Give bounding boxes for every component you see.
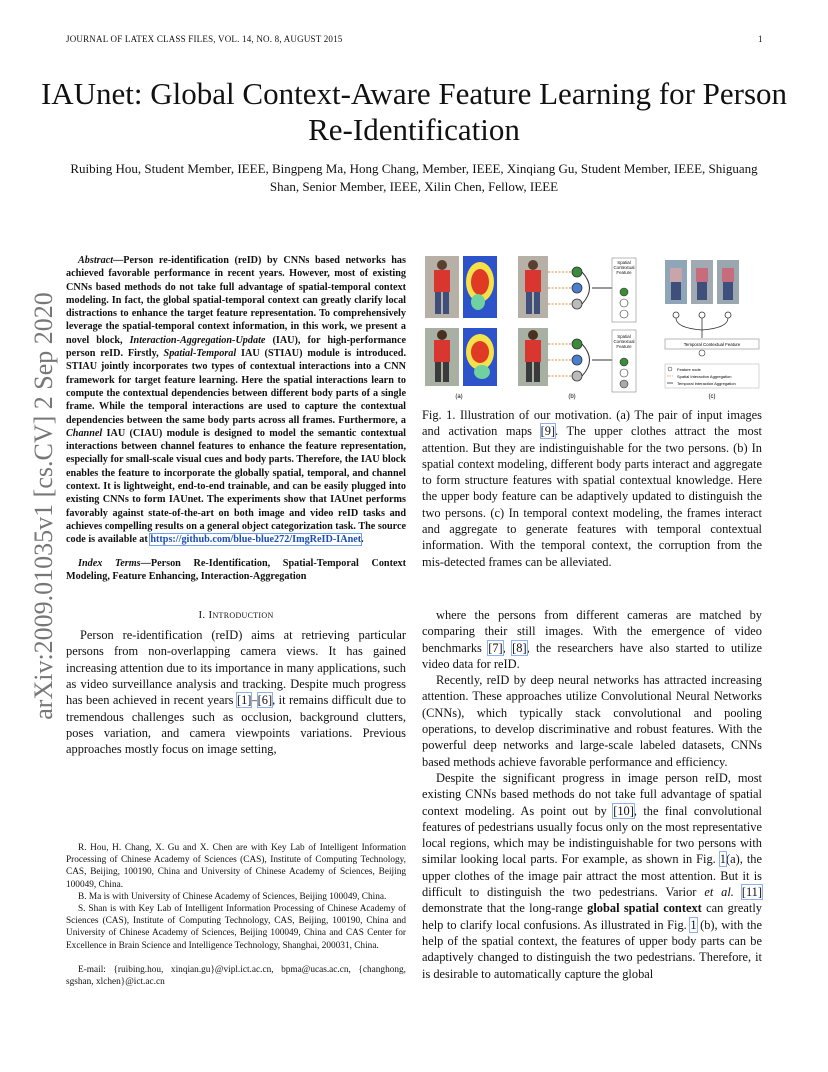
paragraph	[422, 607, 762, 672]
legend-temporal: Temporal Interaction Aggregation	[677, 381, 736, 386]
paragraph-text: (b), with the help of the spatial context, the features of upper body parts can be adaptively changed to distinguish the two pedestrians. Therefore, it is desirable to automatically capture the global	[422, 917, 762, 981]
caption-text: . The upper clothes attract the most attention. But they are indistinguishable for the two persons. (b) In spatial context modeling, different body parts interact and aggregate to form structure features with spatial contextual knowledge. Here the upper body feature can be adaptively updated to distinguish the two persons. (c) In temporal context modeling, the frames interact and aggregate to generate features with temporal contextual information. With the temporal context, the corruption from the mis-detected frames can be alleviated.	[422, 424, 762, 569]
paragraph-text: (a), the upper clothes of the image pair attract the most attention. But it is difficult to distinguish the two pedestrians. Varior	[422, 852, 762, 900]
section-number: I.	[198, 609, 206, 622]
spatial-feature-label-2: Spatial Contextual Feature	[613, 334, 635, 349]
space	[734, 885, 742, 899]
author-list: Ruibing Hou, Student Member, IEEE, Bingpeng Ma, Hong Chang, Member, IEEE, Xinqiang Gu, Student Member, IEEE, Shiguang Shan, Senior Member, IEEE, Xilin Chen, Fellow, IEEE	[70, 161, 758, 194]
intro-paragraph	[66, 627, 406, 757]
paragraph	[422, 770, 762, 982]
abstract-iau-name: Interaction-Aggregation-Update	[129, 334, 266, 346]
panel-a-label: (a)	[455, 394, 463, 400]
figure-ref-link[interactable]: 1	[690, 917, 697, 932]
paragraph-text: demonstrate that the long-range	[422, 901, 588, 916]
intro-text: , it remains difficult due to tremendous challenges such as occlusion, background clutters, poses variation, and camera viewpoints variations. Previous approaches mostly focus on image setting,	[66, 693, 406, 757]
paragraph: Recently, reID by deep neural networks has attracted increasing attention. These approaches utilize Convolutional Neural Networks (CNNs), which typically stack convolutional and pooling operations, to develop discriminative and robust features. With the powerful deep networks and large-scale labeled datasets, CNNs based methods achieve favorable performance and efficiency.	[422, 673, 762, 769]
abstract-channel-name: Channel	[66, 427, 103, 439]
index-terms	[66, 557, 406, 584]
legend-spatial: Spatial Interaction Aggregation	[677, 374, 732, 379]
footnote-affiliation: R. Hou, H. Chang, X. Gu and X. Chen are with Key Lab of Intelligent Information Processing of Chinese Academy of Sciences (CAS), Institute of Computing Technology, CAS, Beijing, 100190, China and University of Chinese Academy of Sciences, Beijing 100049, China.	[66, 843, 406, 890]
left-column	[66, 254, 406, 758]
footnote-affiliation: S. Shan is with Key Lab of Intelligent Information Processing of Chinese Academy of Sciences (CAS), Institute of Computing Technology, CAS, Beijing, 100190, China and University of Chinese Academy of Sciences, Beijing 100049, China and CAS Center for Excellence in Brain Science and Intelligence Technology, Shanghai, 200031, China.	[66, 904, 406, 951]
index-terms-text: —Person Re-Identification, Spatial-Temporal Context Modeling, Feature Enhancing, Interaction-Aggregation	[66, 557, 406, 582]
paper-title: IAUnet: Global Context-Aware Feature Learning for Person Re-Identification	[40, 76, 788, 147]
abstract	[66, 254, 406, 547]
section-title: Introduction	[208, 609, 274, 622]
footnotes	[66, 842, 406, 988]
citation-link[interactable]: [1]	[236, 693, 252, 708]
abstract-text: IAU (STIAU) module is introduced. STIAU jointly incorporates two types of contextual interactions into a CNN framework for target feature learning. Here the spatial interactions learn to compute the contextual dependencies between different body parts of a single frame. While the temporal interactions are used to capture the contextual dependencies between the same body parts across all frames. Furthermore, a	[66, 348, 406, 426]
paragraph-text: Despite the significant progress in image person reID, most existing CNNs based methods do not take full advantage of spatial context modeling. As point out by	[422, 770, 762, 818]
figure-caption	[422, 407, 762, 570]
page-number: 1	[758, 34, 763, 44]
index-terms-label: Index Terms	[78, 557, 141, 569]
footnote-email: E-mail: {ruibing.hou, xinqian.gu}@vipl.ict.ac.cn, bpma@ucas.ac.cn, {changhong, sgshan, xlchen}@ict.ac.cn	[66, 964, 406, 988]
bold-phrase: global spatial context	[587, 901, 702, 916]
paragraph-text: , the final convolutional features of pedestrians usually focus only on the most representative local regions, which may be indistinguishable for two persons with similar looking local parts. For example, as shown in Fig.	[422, 803, 762, 867]
comma: ,	[502, 640, 513, 655]
citation-link[interactable]: [8]	[512, 640, 527, 655]
citation-link[interactable]: [10]	[613, 803, 634, 818]
intro-text: Person re-identification (reID) aims at retrieving particular persons from non-overlapping camera views. It has gained increasing attention due to its importance in many applications, such as video surveillance analysis and tracking. Despite much progress has been achieved in recent years	[66, 628, 406, 708]
abstract-text: IAU (CIAU) module is designed to model the semantic contextual interactions between channel features to enhance the feature representation, especially for small-scale visual cues and body parts. Therefore, the IAU block enables the feature to incorporate the globally spatial, temporal, and channel context. It is lightweight, end-to-end trainable, and can be easily plugged into existing CNNs to form IAUnet. The experiments show that IAUnet performs favorably against state-of-the-art on both image and video reID tasks and achieves compelling results on a general object categorization task. The source code is available at	[66, 427, 406, 546]
abstract-end: .	[361, 534, 364, 546]
abstract-stiau-name: Spatial-Temporal	[163, 348, 237, 360]
abstract-text: (IAU), for high-performance person reID. Firstly,	[66, 334, 407, 360]
panel-b-label: (b)	[568, 394, 576, 400]
source-code-link[interactable]: https://github.com/blue-blue272/ImgReID-IAnet	[150, 534, 362, 546]
caption-label: Fig. 1.	[422, 408, 456, 422]
temporal-feature-label: Temporal Contextual Feature	[683, 342, 741, 347]
paragraph-text: where the persons from different cameras are matched by comparing their still images. With the emergence of video benchmarks	[422, 608, 762, 655]
arxiv-stamp-text: arXiv:2009.01035v1 [cs.CV] 2 Sep 2020	[29, 292, 58, 720]
citation-link[interactable]: [6]	[257, 693, 273, 708]
running-header: JOURNAL OF LATEX CLASS FILES, VOL. 14, NO. 8, AUGUST 2015	[66, 34, 343, 44]
abstract-label: Abstract	[78, 255, 114, 266]
dash: –	[251, 693, 258, 708]
panel-a-images	[425, 256, 497, 386]
figure-1	[422, 252, 762, 402]
spatial-feature-label-1: Spatial Contextual Feature	[613, 260, 635, 275]
panel-c-label: (c)	[708, 394, 716, 400]
paragraph-text: can greatly help to clarify local confusions. As illustrated in Fig.	[422, 901, 762, 932]
arxiv-stamp	[20, 292, 68, 720]
citation-link[interactable]: [7]	[488, 640, 503, 655]
et-al: et al.	[704, 885, 734, 900]
citation-link[interactable]: [11]	[741, 885, 762, 900]
right-column	[422, 607, 762, 982]
caption-text: Illustration of our motivation. (a) The pair of input images and activation maps	[422, 408, 762, 439]
legend-feature-node: Feature node	[677, 367, 701, 372]
paragraph-text: , the researchers have also started to utilize video data for reID.	[422, 640, 762, 671]
figure-ref-link[interactable]: 1	[719, 852, 726, 867]
section-heading	[66, 609, 406, 621]
abstract-text: —Person re-identification (reID) by CNNs based networks has achieved favorable performance in recent years. However, most of existing CNNs based methods do not take full advantage of spatial-temporal context modeling. In fact, the global spatial-temporal context can greatly clarify local distractions to enhance the target feature representation. To comprehensively leverage the spatial-temporal context information, in this work, we present a novel block,	[66, 255, 406, 346]
citation-link[interactable]: [9]	[540, 424, 556, 439]
footnote-affiliation: B. Ma is with University of Chinese Academy of Sciences, Beijing 100049, China.	[78, 891, 387, 902]
